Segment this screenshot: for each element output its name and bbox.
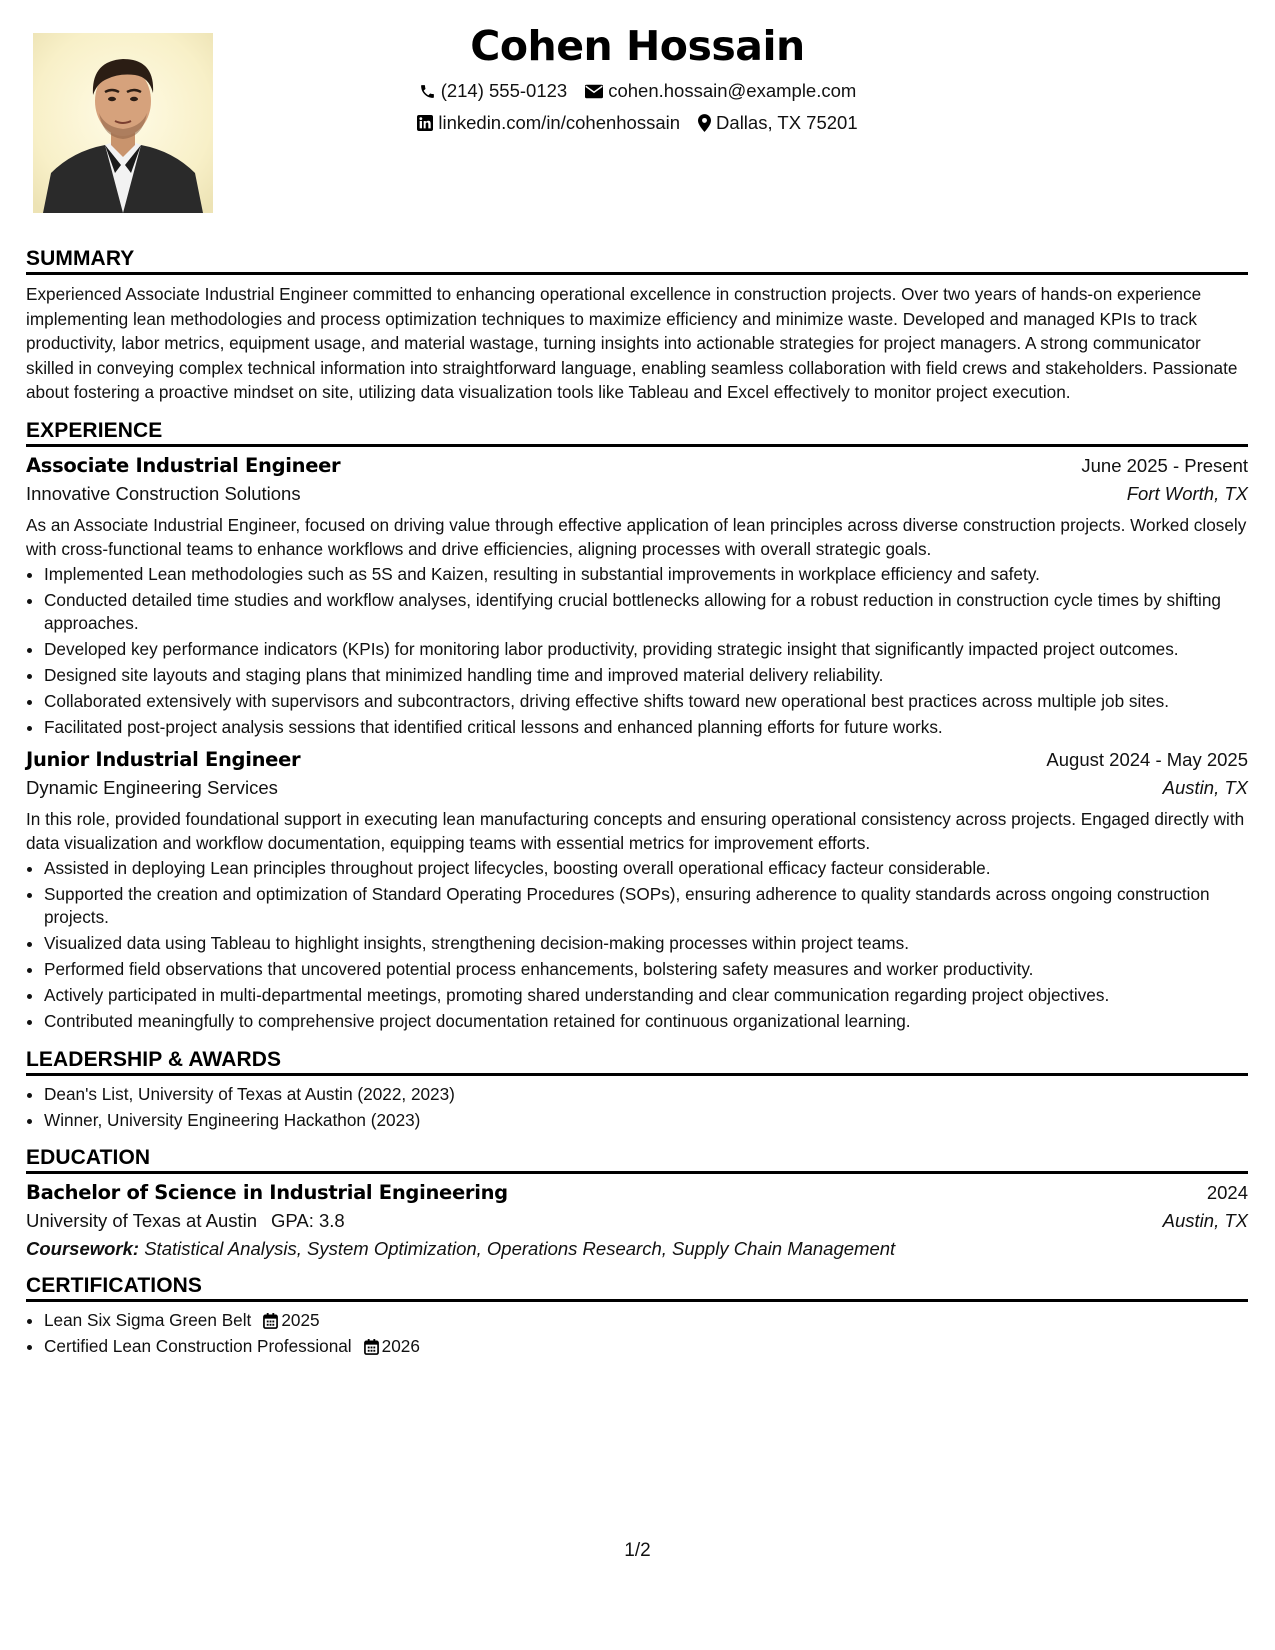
- candidate-name: Cohen Hossain: [470, 22, 805, 70]
- company-name: Dynamic Engineering Services: [26, 776, 278, 798]
- degree-title: Bachelor of Science in Industrial Engineering: [26, 1181, 508, 1204]
- certifications-list: [26, 1309, 1248, 1359]
- contact-line-1: [0, 80, 1275, 102]
- linkedin-icon: [417, 115, 433, 131]
- list-item: • Conducted detailed time studies and workflow analyses, identifying crucial bottlenecks allowing for a robust reduction in construction cycle times by shifting approaches.: [44, 589, 1248, 636]
- list-item: • Designed site layouts and staging plans that minimized handling time and improved material delivery reliability.: [44, 664, 1248, 688]
- map-pin-icon: [698, 114, 711, 132]
- job-description: As an Associate Industrial Engineer, focused on driving value through effective application of lean principles across diverse construction projects. Worked closely with cross-functional teams to enhance workflows and drive efficiencies, aligning processes with overall strategic goals.: [26, 514, 1247, 559]
- job-bullets: [26, 563, 1248, 740]
- summary-section: [26, 247, 1248, 405]
- graduation-year: 2024: [1206, 1182, 1248, 1203]
- envelope-icon: [585, 84, 603, 99]
- list-item: • Visualized data using Tableau to highlight insights, strengthening decision-making processes within project teams.: [44, 932, 1248, 956]
- certification-year: 2025: [281, 1310, 320, 1330]
- section-heading: EXPERIENCE: [26, 419, 1248, 447]
- coursework: [26, 1238, 1248, 1260]
- section-heading: EDUCATION: [26, 1146, 1248, 1174]
- job-location: Austin, TX: [1162, 776, 1248, 798]
- awards-section: [26, 1048, 1248, 1133]
- list-item: • Actively participated in multi-departmental meetings, promoting shared understanding and clear communication regarding project objectives.: [44, 984, 1248, 1008]
- email-address[interactable]: cohen.hossain@example.com: [608, 80, 857, 101]
- list-item: • Supported the creation and optimization of Standard Operating Procedures (SOPs), ensuring adherence to quality standards across ongoing construction projects.: [44, 883, 1248, 930]
- job-entry: [26, 748, 1248, 1034]
- list-item: • Contributed meaningfully to comprehensive project documentation retained for continuous organizational learning.: [44, 1010, 1248, 1034]
- school-location: Austin, TX: [1162, 1210, 1248, 1231]
- linkedin-contact[interactable]: [417, 112, 680, 134]
- certification-year: 2026: [381, 1336, 420, 1356]
- job-title: Junior Industrial Engineer: [26, 747, 301, 771]
- contact-line-2: [0, 112, 1275, 134]
- calendar-icon: [263, 1313, 278, 1329]
- school-name: University of Texas at Austin: [26, 1210, 258, 1231]
- list-item: [44, 1335, 1248, 1359]
- job-title: Associate Industrial Engineer: [26, 453, 341, 477]
- job-location: Fort Worth, TX: [1126, 482, 1248, 504]
- job-description: In this role, provided foundational support in executing lean manufacturing concepts and ensuring operational consistency across projects. Engaged directly with data visualization and workflow documentation, equipping teams with essential metrics for improvement efforts.: [26, 808, 1245, 853]
- summary-text: Experienced Associate Industrial Engineer committed to enhancing operational excellence in construction projects. Over two years of hands-on experience implementing lean methodologies and process optimization techniques to maximize efficiency and minimize waste. Developed and managed KPIs to track productivity, labor metrics, equipment usage, and material wastage, turning insights into actionable strategies for project managers. A strong communicator skilled in conveying complex technical information into straightforward language, enabling seamless collaboration with field crews and stakeholders. Passionate about fostering a proactive mindset on site, utilizing data visualization tools like Tableau and Excel effectively to monitor project execution.: [26, 284, 1238, 402]
- phone-contact: [419, 80, 568, 102]
- job-bullets: [26, 857, 1248, 1034]
- coursework-label: Coursework:: [26, 1238, 140, 1259]
- gpa: GPA: 3.8: [271, 1210, 345, 1231]
- list-item: • Developed key performance indicators (KPIs) for monitoring labor productivity, providing strategic insight that significantly impacted project outcomes.: [44, 638, 1248, 662]
- list-item: [44, 1309, 1248, 1333]
- list-item: • Assisted in deploying Lean principles throughout project lifecycles, boosting overall operational efficacy facteur considerable.: [44, 857, 1248, 881]
- resume-content: [26, 247, 1248, 1373]
- calendar-icon: [364, 1339, 379, 1355]
- job-dates: June 2025 - Present: [1081, 454, 1248, 476]
- phone-icon: [419, 83, 436, 100]
- experience-section: [26, 419, 1248, 1034]
- education-section: [26, 1146, 1248, 1260]
- list-item: • Winner, University Engineering Hackathon (2023): [44, 1109, 1248, 1133]
- email-contact[interactable]: [585, 80, 856, 102]
- awards-list: [26, 1083, 1248, 1133]
- list-item: • Collaborated extensively with supervisors and subcontractors, driving effective shifts toward new operational best practices across multiple job sites.: [44, 690, 1248, 714]
- certification-name: • Lean Six Sigma Green Belt: [44, 1310, 252, 1330]
- list-item: • Implemented Lean methodologies such as 5S and Kaizen, resulting in substantial improvements in workplace efficiency and safety.: [44, 563, 1248, 587]
- list-item: • Performed field observations that uncovered potential process enhancements, bolstering safety measures and worker productivity.: [44, 958, 1248, 982]
- coursework-list: Statistical Analysis, System Optimization, Operations Research, Supply Chain Management: [144, 1238, 896, 1259]
- phone-number: (214) 555-0123: [440, 80, 568, 101]
- list-item: • Dean's List, University of Texas at Austin (2022, 2023): [44, 1083, 1248, 1107]
- section-heading: LEADERSHIP & AWARDS: [26, 1048, 1248, 1076]
- certification-name: • Certified Lean Construction Professional: [44, 1336, 352, 1356]
- page-number: 1/2: [624, 1540, 651, 1561]
- job-dates: August 2024 - May 2025: [1046, 748, 1248, 770]
- job-entry: [26, 454, 1248, 740]
- certifications-section: [26, 1274, 1248, 1359]
- location-text: Dallas, TX 75201: [716, 112, 858, 133]
- linkedin-url[interactable]: linkedin.com/in/cohenhossain: [438, 112, 681, 133]
- location-contact: [698, 112, 858, 134]
- list-item: • Facilitated post-project analysis sessions that identified critical lessons and enhanced planning efforts for future works.: [44, 716, 1248, 740]
- section-heading: CERTIFICATIONS: [26, 1274, 1248, 1302]
- company-name: Innovative Construction Solutions: [26, 482, 301, 504]
- section-heading: SUMMARY: [26, 247, 1248, 275]
